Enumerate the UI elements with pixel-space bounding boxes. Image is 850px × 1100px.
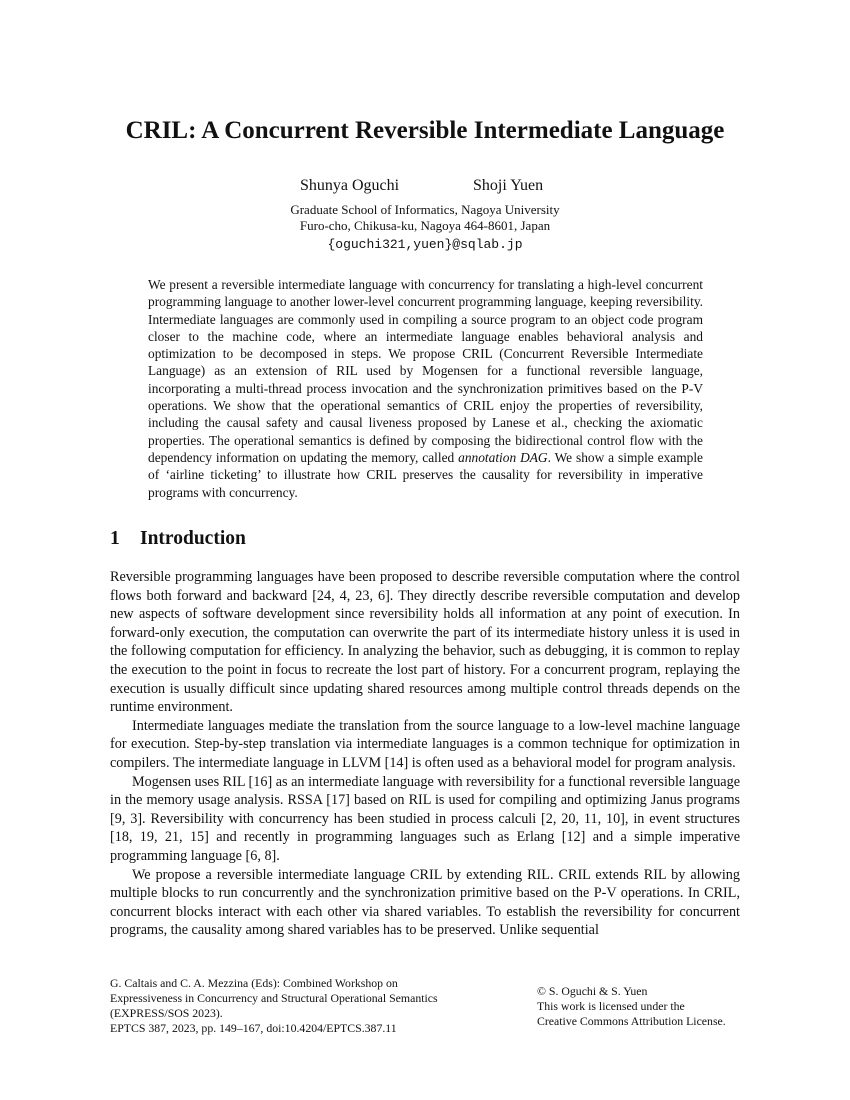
affiliation-line: Graduate School of Informatics, Nagoya University: [290, 202, 560, 217]
body-paragraph: Mogensen uses RIL [16] as an intermediate language with reversibility for a functional reversible language in the memory usage analysis. RSSA [17] based on RIL is used for compiling and optimizing Janus programs [9, 3]. Reversibility with concurrency has been studied in process calculi [2, 20, 11, 10], in event structures [18, 19, 21, 15] and recently in programming languages such as Erlang [12] and a simple imperative programming language [6, 8].: [110, 773, 740, 864]
abstract-text-part: We present a reversible intermediate language with concurrency for translating a high-level concurrent programming language to another lower-level concurrent programming language, keeping reversibility. Intermediate languages are commonly used in compiling a source program to an object code program closer to the machine code, where an intermediate language enables behavioral analysis and optimization to be decomposed in steps. We propose CRIL (Concurrent Reversible Intermediate Language) as an extension of RIL used by Mogensen for a functional reversible language, incorporating a multi-thread process invocation and the synchronization primitives based on the P-V operations. We show that the operational semantics of CRIL enjoy the properties of reversibility, including the causal safety and causal liveness proposed by Lanese et al., checking the axiomatic properties. The operational semantics is defined by composing the bidirectional control flow with the dependency information on updating the memory, called: [148, 277, 703, 465]
publication-info: [110, 976, 490, 1036]
author-email: {oguchi321,yuen}@sqlab.jp: [327, 237, 523, 252]
body-paragraph: Intermediate languages mediate the translation from the source language to a low-level machine language for execution. Step-by-step translation via intermediate languages is a common technique for optimization in compilers. The intermediate language in LLVM [14] is often used as a behavioral model for program analysis.: [110, 717, 740, 771]
body-paragraph: We propose a reversible intermediate language CRIL by extending RIL. CRIL extends RIL by allowing multiple blocks to run concurrently and the synchronization primitive based on the P-V operations. In CRIL, concurrent blocks interact with each other via shared variables. To establish the reversibility for concurrent programs, the causality among shared variables has to be preserved. Unlike sequential: [110, 866, 740, 939]
footer-line: Expressiveness in Concurrency and Structural Operational Semantics: [110, 991, 438, 1005]
abstract-text: [148, 276, 703, 501]
section-body: [110, 568, 740, 940]
license-info: [537, 984, 757, 1029]
body-paragraph: Reversible programming languages have been proposed to describe reversible computation where the control flows both forward and backward [24, 4, 23, 6]. They directly describe reversible computation and develop new aspects of software development since reversibility holds all information at any point of execution. In forward-only execution, the computation can overwrite the part of its intermediate history unless it is used in the following computation for efficiency. In analyzing the behavior, such as debugging, it is common to replay the execution to the point in focus to recreate the lost part of history. For a concurrent program, replaying the execution is usually difficult since updating shared resources among multiple control threads depends on the runtime environment.: [110, 569, 740, 716]
footer-line: G. Caltais and C. A. Mezzina (Eds): Combined Workshop on: [110, 976, 398, 990]
footer-line: © S. Oguchi & S. Yuen: [537, 984, 648, 998]
author-name: Shoji Yuen: [473, 177, 544, 194]
footer-line: This work is licensed under the: [537, 999, 685, 1013]
affiliation: [0, 202, 850, 234]
abstract-text-part: . We show a simple example of ‘airline ticketing’ to illustrate how CRIL preserves the causality for reversibility in imperative programs with concurrency.: [148, 449, 703, 500]
footer-line: EPTCS 387, 2023, pp. 149–167, doi:10.4204/EPTCS.387.11: [110, 1021, 397, 1035]
affiliation-line: Furo-cho, Chikusa-ku, Nagoya 464-8601, Japan: [299, 218, 551, 233]
abstract-emphasis: annotation DAG: [458, 449, 548, 465]
footer-line: Creative Commons Attribution License.: [537, 1014, 726, 1028]
paper-title: CRIL: A Concurrent Reversible Intermediate Language: [125, 117, 725, 144]
footer-line: (EXPRESS/SOS 2023).: [110, 1006, 223, 1020]
section-heading: [110, 528, 246, 550]
abstract: [148, 276, 703, 501]
author-name: Shunya Oguchi: [300, 177, 400, 194]
section-title: Introduction: [140, 528, 246, 549]
section-number: 1: [110, 528, 120, 549]
